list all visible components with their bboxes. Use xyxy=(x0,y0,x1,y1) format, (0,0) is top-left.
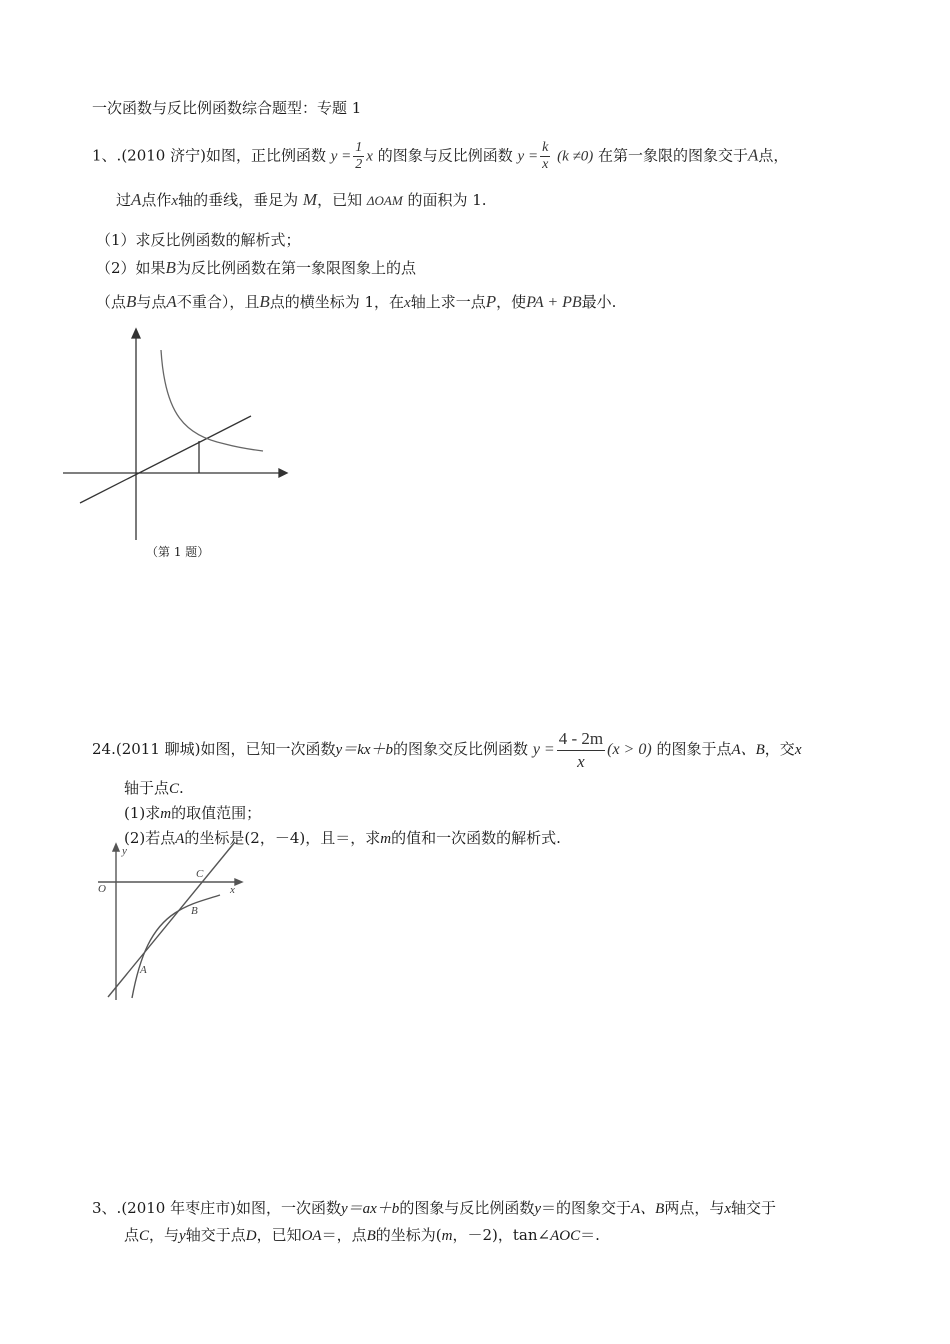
q1-figure xyxy=(55,320,305,550)
q1-text: ，已知 xyxy=(317,191,363,209)
q3-text: 的坐标为( xyxy=(375,1226,442,1244)
graph-origin-label: O xyxy=(98,883,106,895)
q3-text: ，已知 xyxy=(256,1226,302,1244)
q3-var: x xyxy=(724,1201,732,1217)
q3-var: y xyxy=(534,1201,541,1217)
q24-text: 的值和一次函数的解析式. xyxy=(391,829,561,847)
q24-var: m xyxy=(160,806,172,822)
q1-eq2-condition: (k ≠0) xyxy=(557,148,594,165)
q1-text: 点的横坐标为 1，在 xyxy=(269,293,405,311)
q3-text: 点 xyxy=(124,1226,140,1244)
q3-segment: OA xyxy=(301,1228,322,1244)
q24-part1 xyxy=(124,802,261,823)
page-title: 一次函数与反比例函数综合题型：专题 1 xyxy=(92,99,362,117)
q1-eq2-lhs: y = xyxy=(517,148,539,165)
q3-text: 如图，一次函数 xyxy=(235,1199,341,1217)
q24-eq-condition: (x > 0) xyxy=(607,741,652,758)
y-axis-arrow xyxy=(113,844,119,851)
frac-denominator: x xyxy=(542,157,549,172)
q3-angle: AOC xyxy=(550,1228,581,1244)
q1-part2 xyxy=(96,257,416,278)
q24-var: m xyxy=(380,831,392,847)
q1-text: 的图象与反比例函数 xyxy=(377,146,513,165)
q24-line1 xyxy=(92,725,801,774)
q1-point: A xyxy=(131,190,142,209)
q24-text: 的图象交反比例函数 xyxy=(393,740,529,758)
q24-text: 如图，已知一次函数 xyxy=(200,740,336,758)
q1-part1: （1）求反比例函数的解析式； xyxy=(96,231,301,249)
q1-point: B xyxy=(165,258,176,277)
q1-point: A xyxy=(166,292,177,311)
q1-text: 点作 xyxy=(141,191,172,209)
q1-var: x xyxy=(404,295,411,311)
q1-part3 xyxy=(96,291,616,312)
q3-line1 xyxy=(92,1197,776,1218)
graph-point-c: C xyxy=(196,868,204,880)
q1-point: M xyxy=(302,190,318,209)
q1-source: (2010 济宁) xyxy=(121,146,206,165)
q1-text: 为反比例函数在第一象限图象上的点 xyxy=(175,259,416,277)
q1-text: ，使 xyxy=(496,293,527,311)
q1-text: （点 xyxy=(96,293,127,311)
hyperbola-curve xyxy=(132,895,220,998)
q3-text: 两点，与 xyxy=(664,1199,725,1217)
q1-expression: PA + PB xyxy=(526,294,582,311)
q3-number: 3、. xyxy=(92,1199,122,1217)
graph-point-a: A xyxy=(140,964,147,976)
q24-eq-fraction xyxy=(557,728,605,773)
q3-var: y xyxy=(179,1228,186,1244)
q1-text: 不重合），且 xyxy=(176,293,260,311)
frac-numerator: k xyxy=(542,140,549,155)
q3-line2 xyxy=(124,1224,600,1245)
proportional-line xyxy=(80,416,251,503)
q3-point: B xyxy=(366,1228,376,1244)
q3-text: 轴交于点 xyxy=(185,1226,246,1244)
frac-numerator: 4 - 2m xyxy=(557,728,605,751)
q1-text: 与点 xyxy=(136,293,167,311)
q3-source: (2010 年枣庄市) xyxy=(121,1199,236,1217)
q1-line1 xyxy=(92,140,788,173)
q1-text: （2）如果 xyxy=(96,259,166,277)
q3-points: A、B xyxy=(631,1201,665,1217)
q24-line2 xyxy=(124,777,184,798)
q1-text: 轴上求一点 xyxy=(410,293,486,311)
q1-text: 如图，正比例函数 xyxy=(205,146,326,165)
q1-text: 最小. xyxy=(581,293,617,311)
q3-var: m xyxy=(441,1228,453,1244)
q24-var: x xyxy=(794,742,802,758)
q24-source: (2011 聊城) xyxy=(115,740,201,758)
q1-point: A xyxy=(748,145,759,165)
q3-text: ＝，点 xyxy=(321,1226,367,1244)
q24-text: 的坐标是(2，－4)，且＝，求 xyxy=(184,829,381,847)
frac-denominator: 2 xyxy=(355,157,363,172)
q1-eq1-fraction xyxy=(353,140,364,173)
q1-eq1-var: x xyxy=(366,148,373,165)
q24-eq-lhs: y = xyxy=(532,741,555,758)
q1-point: B xyxy=(126,292,137,311)
y-axis-arrow xyxy=(132,329,140,338)
q24-text: 的图象于点 xyxy=(656,740,732,758)
q24-text: (2)若点 xyxy=(124,829,176,847)
q1-text: 点， xyxy=(758,146,789,165)
x-axis-arrow xyxy=(279,469,287,477)
q24-linear-eq: y＝kx＋b xyxy=(335,742,394,758)
q1-text: 在第一象限的图象交于 xyxy=(598,146,749,165)
q24-point: C xyxy=(169,781,180,797)
x-axis-arrow xyxy=(235,879,242,885)
q1-eq2-fraction xyxy=(540,140,550,173)
q3-text: ＝. xyxy=(580,1226,600,1244)
graph-y-label: y xyxy=(122,845,127,857)
q3-linear-eq: y＝ax＋b xyxy=(340,1201,400,1217)
frac-numerator: 1 xyxy=(355,140,363,155)
q3-text: ，与 xyxy=(149,1226,180,1244)
q24-figure xyxy=(90,840,260,1005)
graph-x-label: x xyxy=(230,884,235,896)
q24-text: (1)求 xyxy=(124,804,161,822)
q24-number: 24. xyxy=(92,740,116,758)
q1-figure-caption: （第 1 题） xyxy=(146,545,210,559)
q1-eq1-lhs: y = xyxy=(330,148,352,165)
q1-text: 过 xyxy=(116,191,132,209)
q3-text: 的图象与反比例函数 xyxy=(399,1199,535,1217)
q24-point: A xyxy=(175,831,185,847)
q1-text: 轴的垂线，垂足为 xyxy=(178,191,299,209)
q24-text: 轴于点 xyxy=(124,779,170,797)
q3-point: C xyxy=(139,1228,150,1244)
linear-function-line xyxy=(108,842,235,997)
q1-point: B xyxy=(259,292,270,311)
q1-text: 的面积为 1. xyxy=(407,191,487,209)
q1-triangle: ΔOAM xyxy=(366,193,403,208)
q3-text: 轴交于 xyxy=(731,1199,777,1217)
q3-point: D xyxy=(245,1228,257,1244)
q3-text: ，－2)，tan∠ xyxy=(452,1226,551,1244)
q3-text: ＝的图象交于 xyxy=(541,1199,632,1217)
q1-point: P xyxy=(485,292,497,311)
q24-points: A、B xyxy=(731,742,765,758)
q24-text: . xyxy=(179,779,184,797)
q1-number: 1、. xyxy=(92,146,122,165)
q24-text: 的取值范围； xyxy=(171,804,262,822)
q24-text: ，交 xyxy=(764,740,795,758)
q1-var: x xyxy=(171,193,179,209)
graph-point-b: B xyxy=(191,905,198,917)
q1-line2 xyxy=(116,189,487,210)
frac-denominator: x xyxy=(577,751,585,771)
